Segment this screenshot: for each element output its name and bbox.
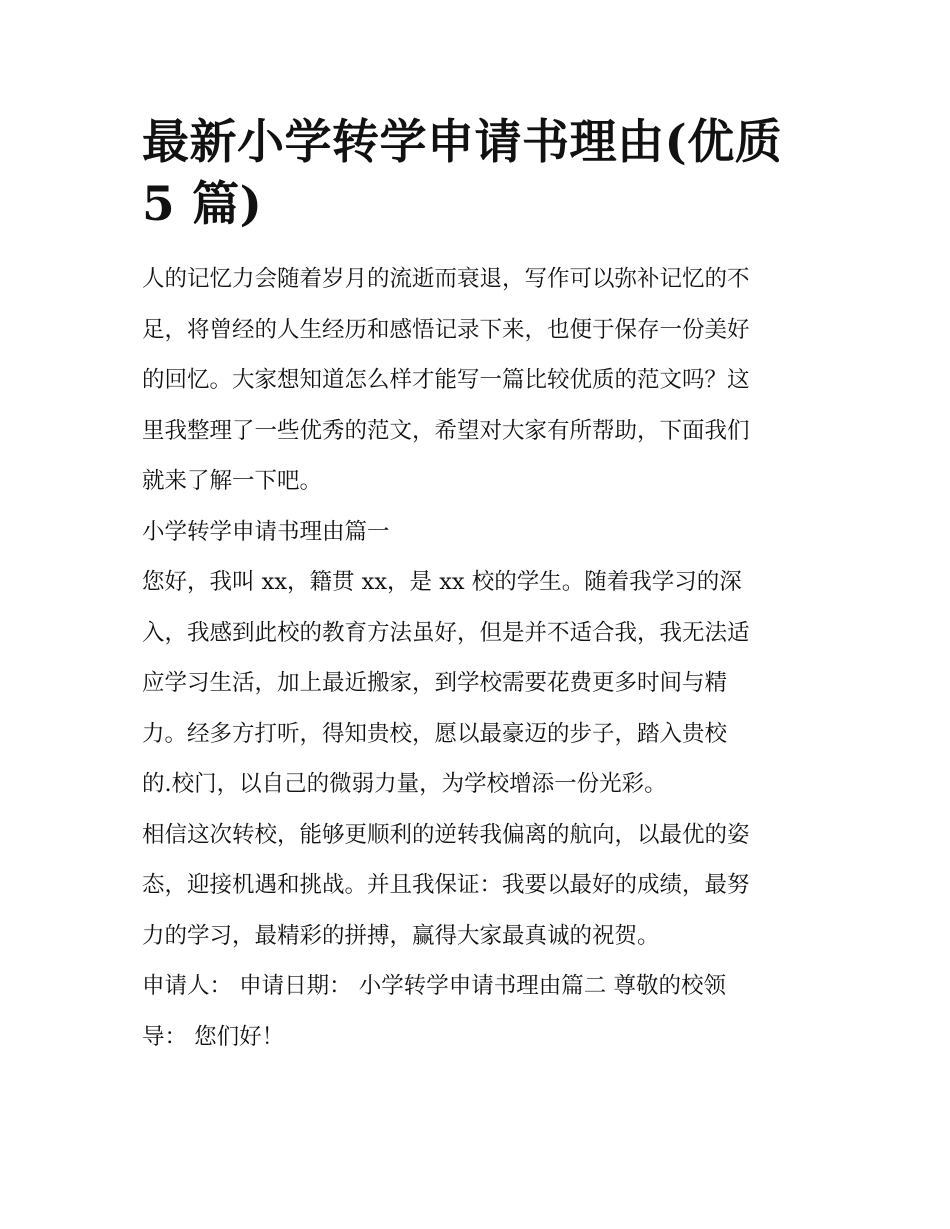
text-line: 人的记忆力会随着岁月的流逝而衰退，写作可以弥补记忆的不 — [142, 266, 750, 292]
text-line: 相信这次转校，能够更顺利的逆转我偏离的航向，以最优的姿 — [142, 821, 750, 848]
text-line: 小学转学申请书理由篇一 — [142, 518, 390, 545]
text-line: 里我整理了一些优秀的范文，希望对大家有所帮助，下面我们 — [142, 417, 750, 444]
text-line: 的.校门，以自己的微弱力量，为学校增添一份光彩。 — [142, 771, 667, 797]
text-line: 申请人： 申请日期： 小学转学申请书理由篇二 尊敬的校领 — [142, 973, 726, 999]
text-line: 的回忆。大家想知道怎么样才能写一篇比较优质的范文吗？这 — [142, 367, 750, 393]
text-line: 态，迎接机遇和挑战。并且我保证：我要以最好的成绩，最努 — [142, 872, 750, 898]
text-line: 就来了解一下吧。 — [142, 468, 323, 494]
intro-paragraph — [142, 254, 814, 507]
section-heading — [142, 507, 814, 558]
text-line: 力。经多方打听，得知贵校，愿以最豪迈的步子，踏入贵校 — [142, 720, 728, 747]
text-line: 导： 您们好！ — [142, 1023, 285, 1050]
title-line: 5 篇) — [142, 177, 263, 232]
body-paragraph — [142, 810, 814, 962]
text-line: 您好，我叫 xx，籍贯 xx，是 xx 校的学生。随着我学习的深 — [142, 569, 742, 595]
signature-paragraph — [142, 961, 814, 1062]
body-paragraph — [142, 557, 814, 810]
text-line: 应学习生活，加上最近搬家，到学校需要花费更多时间与精 — [142, 670, 728, 696]
document-page — [142, 112, 814, 1062]
text-line: 力的学习，最精彩的拼搏，赢得大家最真诚的祝贺。 — [142, 922, 660, 949]
text-line: 入，我感到此校的教育方法虽好，但是并不适合我，我无法适 — [142, 619, 750, 646]
document-title — [142, 112, 814, 236]
title-line: 最新小学转学申请书理由(优质 — [142, 115, 783, 170]
text-line: 足，将曾经的人生经历和感悟记录下来，也便于保存一份美好 — [142, 316, 750, 343]
